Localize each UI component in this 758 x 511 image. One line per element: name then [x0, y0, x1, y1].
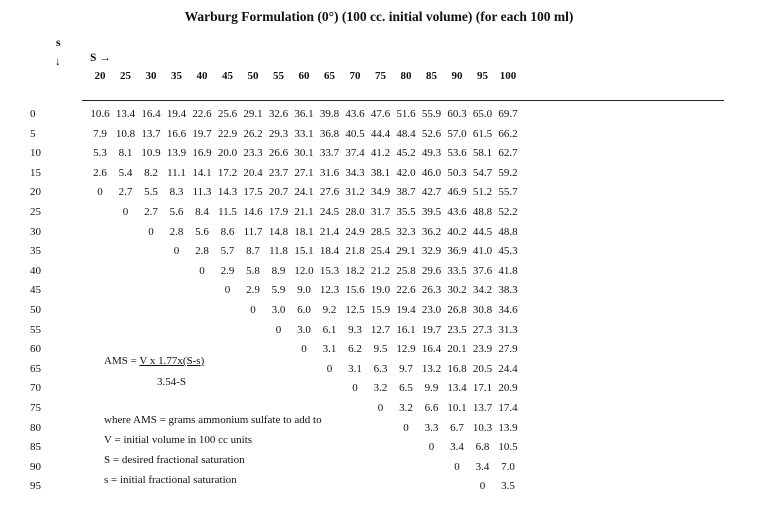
table-cell: 19.7 — [192, 127, 212, 140]
table-cell: 0 — [173, 245, 180, 258]
table-cell: 10.6 — [90, 108, 110, 120]
table-cell: 0 — [275, 323, 282, 336]
table-cell: 17.4 — [498, 402, 518, 414]
table-cell: 37.4 — [345, 147, 365, 160]
table-cell: 34.2 — [472, 284, 493, 297]
table-cell: 11.5 — [218, 206, 237, 218]
table-cell: 22.6 — [192, 108, 212, 120]
table-cell: 31.2 — [345, 186, 365, 199]
table-cell: 38.7 — [396, 186, 416, 199]
table-cell: 3.4 — [475, 460, 490, 473]
table-cell: 61.5 — [472, 127, 493, 140]
table-cell: 8.9 — [271, 264, 286, 277]
table-cell: 20.5 — [472, 362, 493, 375]
table-cell: 5.6 — [195, 225, 209, 238]
table-cell: 2.9 — [246, 284, 260, 297]
table-cell: 36.8 — [319, 127, 340, 140]
table-cell: 5.4 — [118, 166, 133, 179]
table-cell: 24.1 — [294, 186, 314, 199]
table-cell: 9.0 — [297, 284, 311, 297]
table-cell: 69.7 — [498, 108, 518, 120]
table-cell: 6.8 — [475, 441, 490, 454]
table-cell: 9.2 — [322, 304, 337, 316]
table-cell: 10.5 — [498, 441, 518, 454]
table-cell: 0 — [479, 480, 486, 493]
table-cell: 23.3 — [243, 147, 263, 160]
table-cell: 16.4 — [421, 343, 442, 356]
table-cell: 2.7 — [118, 186, 133, 199]
table-cell: 14.6 — [243, 206, 263, 218]
table-cell: 25.4 — [370, 245, 391, 258]
table-cell: 48.4 — [396, 127, 416, 140]
note-ams: where AMS = grams ammonium sulfate to add to — [104, 414, 322, 426]
table-cell: 0 — [377, 402, 384, 414]
table-cell: 55.9 — [421, 108, 442, 120]
column-header: 55 — [273, 70, 284, 82]
table-cell: 19.0 — [370, 284, 391, 297]
table-cell: 3.0 — [271, 304, 286, 316]
row-label: 85 — [30, 441, 41, 454]
column-header: 30 — [145, 70, 157, 82]
table-cell: 13.2 — [421, 362, 442, 375]
table-cell: 3.2 — [373, 382, 388, 395]
column-header: 40 — [196, 70, 208, 82]
table-cell: 0 — [97, 186, 103, 199]
table-cell: 32.3 — [396, 225, 416, 238]
table-cell: 19.7 — [421, 323, 442, 336]
column-variable-symbol: S → — [90, 52, 111, 64]
table-cell: 41.8 — [498, 264, 518, 277]
table-cell: 28.5 — [370, 225, 391, 238]
table-cell: 46.9 — [447, 186, 467, 199]
table-cell: 31.7 — [370, 206, 391, 218]
column-header: 45 — [222, 70, 233, 82]
document-title: Warburg Formulation (0°) (100 cc. initial volume) (for each 100 ml) — [184, 9, 574, 24]
table-cell: 43.6 — [345, 108, 365, 120]
table-cell: 17.9 — [268, 206, 289, 218]
table-cell: 48.8 — [498, 225, 518, 238]
table-cell: 44.4 — [370, 127, 391, 140]
table-cell: 8.7 — [246, 245, 260, 258]
table-cell: 30.1 — [294, 147, 314, 160]
table-cell: 16.1 — [396, 323, 416, 336]
table-cell: 12.5 — [345, 304, 365, 316]
table-cell: 10.9 — [141, 147, 161, 160]
table-cell: 6.0 — [297, 304, 311, 316]
table-cell: 21.4 — [319, 225, 340, 238]
row-label: 30 — [30, 225, 41, 238]
table-cell: 66.2 — [498, 127, 518, 140]
row-label: 75 — [30, 402, 41, 414]
table-cell: 7.0 — [501, 460, 515, 473]
table-cell: 23.9 — [472, 343, 493, 356]
table-cell: 29.6 — [421, 264, 442, 277]
table-cell: 55.7 — [498, 186, 518, 199]
column-header: 25 — [120, 70, 131, 82]
table-cell: 13.7 — [472, 402, 493, 414]
row-label: 90 — [30, 460, 41, 473]
table-cell: 12.9 — [396, 343, 416, 356]
note-desired-saturation: S = desired fractional saturation — [104, 454, 245, 466]
formula — [104, 355, 204, 367]
row-label: 50 — [30, 304, 41, 316]
table-cell: 52.6 — [421, 127, 442, 140]
table-cell: 11.7 — [243, 225, 263, 238]
table-cell: 3.3 — [424, 421, 439, 434]
table-cell: 29.1 — [243, 108, 263, 120]
table-cell: 0 — [199, 264, 205, 277]
table-cell: 8.2 — [144, 166, 158, 179]
table-cell: 25.6 — [217, 108, 238, 120]
table-cell: 42.7 — [421, 186, 442, 199]
row-label: 10 — [30, 147, 41, 160]
table-cell: 58.1 — [472, 147, 493, 160]
table-cell: 2.8 — [169, 225, 184, 238]
table-cell: 9.5 — [373, 343, 388, 356]
table-cell: 53.6 — [447, 147, 467, 160]
row-label: 15 — [30, 166, 41, 179]
formula-denominator: 3.54-S — [157, 376, 187, 388]
table-cell: 33.5 — [447, 264, 467, 277]
table-cell: 40.2 — [447, 225, 467, 238]
table-cell: 0 — [224, 284, 231, 297]
table-cell: 36.1 — [294, 108, 314, 120]
table-cell: 23.5 — [447, 323, 467, 336]
table-cell: 18.1 — [294, 225, 314, 238]
table-cell: 46.0 — [421, 166, 442, 179]
table-cell: 6.1 — [322, 323, 337, 336]
formula-lhs: AMS = — [104, 355, 140, 367]
table-cell: 6.7 — [450, 421, 464, 434]
table-cell: 39.8 — [319, 108, 340, 120]
row-label: 45 — [30, 284, 41, 297]
table-cell: 2.7 — [144, 206, 158, 218]
table-cell: 2.6 — [93, 166, 107, 179]
table-cell: 20.7 — [268, 186, 289, 199]
table-cell: 0 — [403, 421, 409, 434]
table-cell: 3.0 — [297, 323, 311, 336]
table-cell: 6.3 — [373, 362, 388, 375]
table-cell: 14.8 — [268, 225, 289, 238]
table-cell: 13.4 — [115, 108, 136, 120]
table-cell: 27.1 — [294, 166, 314, 179]
table-cell: 29.3 — [268, 127, 289, 140]
table-cell: 48.8 — [472, 206, 493, 218]
table-cell: 18.2 — [345, 264, 365, 277]
table-cell: 41.0 — [472, 245, 493, 258]
table-cell: 33.1 — [294, 127, 314, 140]
column-header: 85 — [426, 70, 437, 82]
table-cell: 43.6 — [447, 206, 467, 218]
table-cell: 32.6 — [268, 108, 289, 120]
column-header: 100 — [499, 70, 517, 82]
row-label: 80 — [30, 421, 41, 434]
table-cell: 8.4 — [195, 206, 209, 218]
column-header: 35 — [171, 70, 182, 82]
table-cell: 0 — [122, 206, 129, 218]
row-label: 55 — [30, 323, 41, 336]
table-cell: 31.6 — [319, 166, 340, 179]
table-cell: 5.6 — [169, 206, 184, 218]
table-cell: 20.4 — [243, 166, 263, 179]
table-cell: 3.5 — [501, 480, 515, 493]
table-cell: 3.1 — [322, 343, 337, 356]
table-cell: 27.6 — [319, 186, 340, 199]
row-label: 5 — [30, 127, 36, 140]
row-label: 40 — [30, 264, 41, 277]
table-cell: 42.0 — [396, 166, 416, 179]
table-cell: 16.6 — [166, 127, 187, 140]
table-cell: 21.2 — [370, 264, 391, 277]
table-cell: 5.9 — [271, 284, 286, 297]
table-cell: 5.5 — [144, 186, 158, 199]
table-cell: 34.9 — [370, 186, 391, 199]
row-label: 35 — [30, 245, 41, 258]
note-initial-saturation: s = initial fractional saturation — [104, 474, 237, 486]
formula-numerator: V x 1.77x(S-s) — [139, 355, 205, 367]
table-cell: 15.1 — [294, 245, 314, 258]
table-cell: 0 — [148, 225, 154, 238]
table-cell: 26.6 — [268, 147, 289, 160]
table-cell: 14.3 — [217, 186, 238, 199]
table-cell: 16.4 — [141, 108, 161, 120]
table-cell: 16.9 — [192, 147, 212, 160]
column-header: 70 — [349, 70, 361, 82]
table-cell: 0 — [250, 304, 256, 316]
table-cell: 23.0 — [421, 304, 442, 316]
table-cell: 20.0 — [217, 147, 238, 160]
table-cell: 12.3 — [319, 284, 340, 297]
table-cell: 2.8 — [195, 245, 209, 258]
row-variable-symbol: s — [56, 37, 61, 49]
column-header: 60 — [298, 70, 310, 82]
table-cell: 10.3 — [472, 421, 493, 434]
row-label: 60 — [30, 343, 41, 356]
table-cell: 12.7 — [370, 323, 391, 336]
column-header: 50 — [247, 70, 259, 82]
table-cell: 9.7 — [399, 362, 413, 375]
table-cell: 6.2 — [348, 343, 362, 356]
table-cell: 15.9 — [370, 304, 391, 316]
table-cell: 5.7 — [220, 245, 235, 258]
table-cell: 8.6 — [220, 225, 235, 238]
table-cell: 37.6 — [472, 264, 493, 277]
table-cell: 16.8 — [447, 362, 467, 375]
table-cell: 2.9 — [220, 264, 235, 277]
table-cell: 54.7 — [472, 166, 493, 179]
table-cell: 26.2 — [243, 127, 263, 140]
table-cell: 65.0 — [472, 108, 493, 120]
table-cell: 30.2 — [447, 284, 467, 297]
column-header: 75 — [375, 70, 386, 82]
table-cell: 0 — [352, 382, 358, 395]
table-cell: 10.1 — [447, 402, 467, 414]
table-cell: 51.6 — [396, 108, 416, 120]
table-cell: 5.8 — [246, 264, 260, 277]
table-cell: 36.9 — [447, 245, 467, 258]
column-header: 90 — [451, 70, 463, 82]
row-label: 95 — [30, 480, 41, 493]
table-cell: 11.1 — [167, 166, 186, 179]
table-cell: 51.2 — [472, 186, 493, 199]
table-cell: 41.2 — [370, 147, 391, 160]
table-cell: 29.1 — [396, 245, 416, 258]
row-label: 25 — [30, 206, 41, 218]
table-cell: 34.6 — [498, 304, 518, 316]
table-cell: 6.5 — [399, 382, 413, 395]
table-cell: 24.9 — [345, 225, 365, 238]
header-rule — [82, 100, 724, 101]
table-cell: 7.9 — [93, 127, 107, 140]
table-cell: 39.5 — [421, 206, 442, 218]
table-cell: 40.5 — [345, 127, 365, 140]
table-cell: 8.1 — [118, 147, 133, 160]
table-cell: 57.0 — [447, 127, 467, 140]
table-cell: 6.6 — [424, 402, 439, 414]
table-cell: 0 — [428, 441, 435, 454]
row-label: 0 — [30, 108, 36, 120]
column-header: 65 — [324, 70, 335, 82]
table-cell: 13.7 — [141, 127, 161, 140]
table-cell: 35.5 — [396, 206, 416, 218]
table-cell: 27.3 — [472, 323, 493, 336]
table-cell: 22.9 — [217, 127, 238, 140]
table-cell: 11.3 — [192, 186, 212, 199]
table-cell: 32.9 — [421, 245, 442, 258]
table-cell: 12.0 — [294, 264, 314, 277]
table-cell: 19.4 — [166, 108, 187, 120]
table-cell: 50.3 — [447, 166, 467, 179]
table-cell: 28.0 — [345, 206, 365, 218]
row-direction-arrow: ↓ — [55, 56, 61, 68]
table-cell: 24.4 — [498, 362, 518, 375]
table-cell: 62.7 — [498, 147, 518, 160]
table-cell: 60.3 — [447, 108, 467, 120]
table-cell: 3.4 — [450, 441, 464, 454]
table-cell: 45.2 — [396, 147, 416, 160]
table-cell: 26.8 — [447, 304, 467, 316]
table-cell: 24.5 — [319, 206, 340, 218]
table-cell: 20.9 — [498, 382, 518, 395]
table-cell: 38.3 — [498, 284, 518, 297]
table-cell: 17.5 — [243, 186, 263, 199]
table-cell: 17.1 — [472, 382, 493, 395]
table-cell: 8.3 — [169, 186, 184, 199]
row-label: 20 — [30, 186, 41, 199]
table-cell: 15.6 — [345, 284, 365, 297]
table-cell: 33.7 — [319, 147, 340, 160]
table-cell: 0 — [326, 362, 333, 375]
table-cell: 25.8 — [396, 264, 416, 277]
table-cell: 3.1 — [348, 362, 362, 375]
table-cell: 9.3 — [348, 323, 362, 336]
table-cell: 59.2 — [498, 166, 518, 179]
table-cell: 22.6 — [396, 284, 416, 297]
table-cell: 47.6 — [370, 108, 391, 120]
column-header: 80 — [400, 70, 412, 82]
table-cell: 10.8 — [115, 127, 136, 140]
table-cell: 14.1 — [192, 166, 212, 179]
table-cell: 17.2 — [217, 166, 238, 179]
table-cell: 18.4 — [319, 245, 340, 258]
column-header: 20 — [94, 70, 106, 82]
column-header: 95 — [477, 70, 488, 82]
table-cell: 5.3 — [93, 147, 107, 160]
table-cell: 0 — [454, 460, 460, 473]
row-label: 65 — [30, 362, 41, 375]
table-cell: 20.1 — [447, 343, 467, 356]
table-cell: 49.3 — [421, 147, 442, 160]
table-cell: 0 — [301, 343, 307, 356]
table-cell: 44.5 — [472, 225, 493, 238]
table-cell: 3.2 — [399, 402, 413, 414]
table-cell: 27.9 — [498, 343, 518, 356]
table-cell: 11.8 — [269, 245, 288, 258]
table-cell: 13.9 — [166, 147, 187, 160]
table-cell: 21.8 — [345, 245, 365, 258]
table-cell: 23.7 — [268, 166, 289, 179]
table-cell: 38.1 — [370, 166, 391, 179]
table-cell: 26.3 — [421, 284, 442, 297]
table-cell: 21.1 — [294, 206, 314, 218]
table-cell: 31.3 — [498, 323, 518, 336]
table-cell: 34.3 — [345, 166, 365, 179]
table-cell: 52.2 — [498, 206, 518, 218]
table-cell: 36.2 — [421, 225, 442, 238]
table-cell: 13.9 — [498, 421, 518, 434]
table-cell: 9.9 — [424, 382, 439, 395]
table-cell: 30.8 — [472, 304, 493, 316]
table-cell: 13.4 — [447, 382, 467, 395]
table-cell: 45.3 — [498, 245, 518, 258]
table-cell: 19.4 — [396, 304, 416, 316]
note-volume: V = initial volume in 100 cc units — [104, 434, 253, 446]
row-label: 70 — [30, 382, 41, 395]
table-cell: 15.3 — [319, 264, 340, 277]
